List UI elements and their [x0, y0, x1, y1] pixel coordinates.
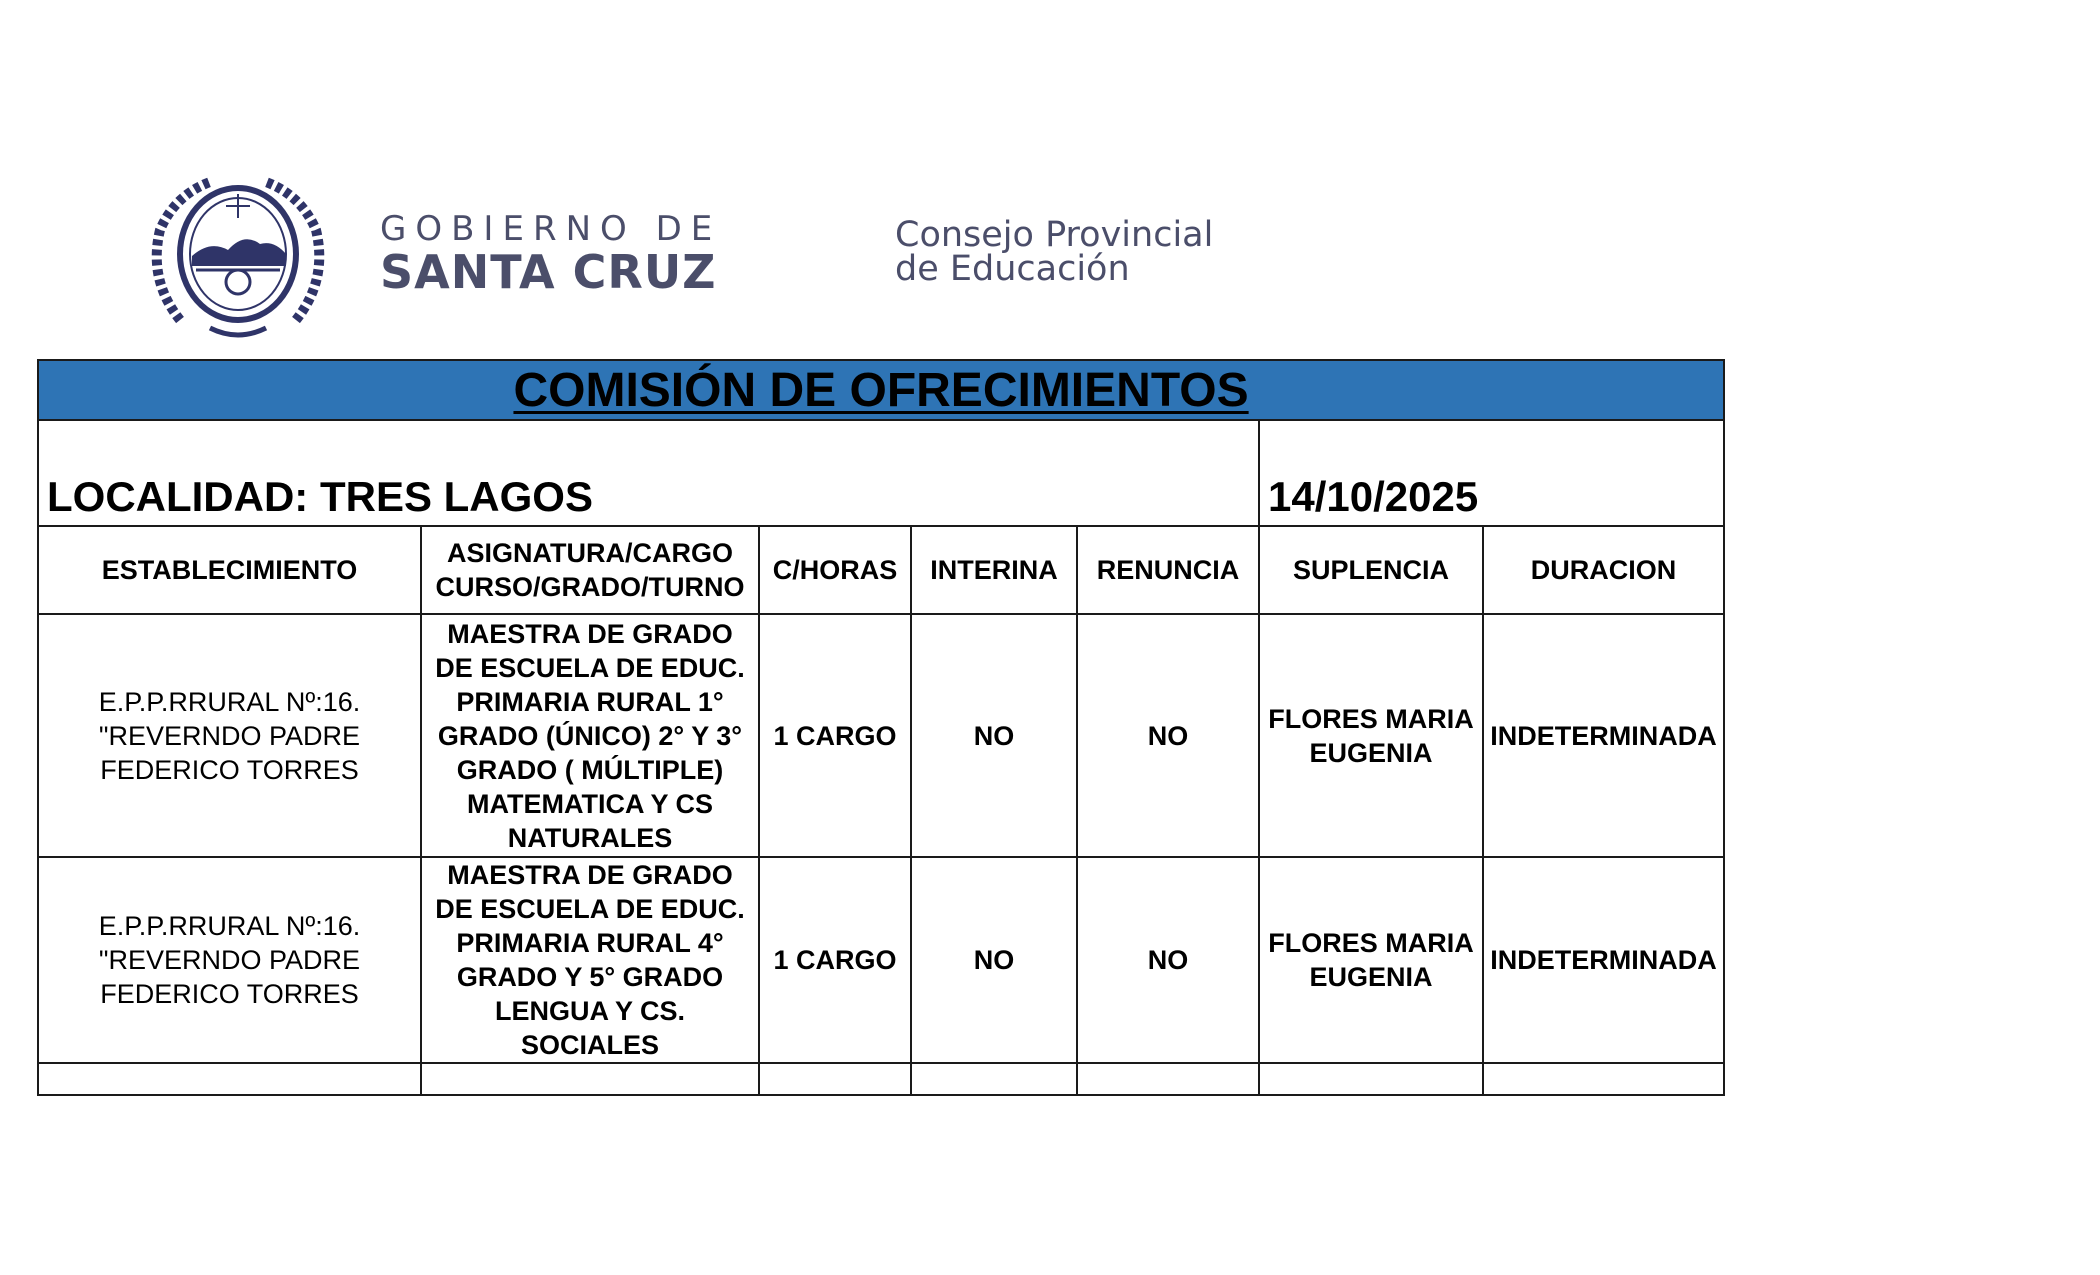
horas-cell: 1 CARGO	[759, 614, 911, 857]
header-horas: C/HORAS	[759, 526, 911, 614]
suplencia-line: EUGENIA	[1309, 737, 1433, 768]
header-asignatura-line2: CURSO/GRADO/TURNO	[435, 572, 745, 602]
locality-cell: LOCALIDAD: TRES LAGOS	[38, 420, 1259, 526]
establecimiento-line: E.P.P.RRURAL Nº:16.	[98, 911, 361, 941]
asignatura-line: DE ESCUELA DE EDUC.	[435, 652, 745, 683]
horas-cell: 1 CARGO	[759, 857, 911, 1063]
council-name-line2: de Educación	[895, 249, 1130, 289]
column-header-row	[38, 526, 1724, 614]
table-row	[38, 614, 1724, 857]
provincial-seal-icon	[140, 170, 336, 340]
document-header	[140, 170, 1340, 340]
asignatura-line: DE ESCUELA DE EDUC.	[435, 894, 745, 924]
header-interina: INTERINA	[911, 526, 1077, 614]
suplencia-line: EUGENIA	[1309, 962, 1433, 992]
council-name-line1: Consejo Provincial	[895, 215, 1214, 255]
header-renuncia: RENUNCIA	[1077, 526, 1259, 614]
empty-cell	[1077, 1063, 1259, 1095]
interina-cell: NO	[911, 614, 1077, 857]
asignatura-line: NATURALES	[507, 822, 673, 853]
title-row	[38, 360, 1724, 420]
empty-row	[38, 1063, 1724, 1095]
government-name-line2: SANTA CRUZ	[380, 245, 717, 299]
header-suplencia: SUPLENCIA	[1259, 526, 1483, 614]
interina-cell: NO	[911, 857, 1077, 1063]
government-name	[380, 209, 722, 299]
header-asignatura	[421, 526, 759, 614]
asignatura-cell	[421, 857, 759, 1063]
establecimiento-line: E.P.P.RRURAL Nº:16.	[98, 686, 361, 717]
header-establecimiento: ESTABLECIMIENTO	[38, 526, 421, 614]
empty-cell	[38, 1063, 421, 1095]
asignatura-cell	[421, 614, 759, 857]
title-cell	[38, 360, 1724, 420]
locality-row	[38, 420, 1724, 526]
suplencia-line: FLORES MARIA	[1268, 928, 1474, 958]
asignatura-line: GRADO ( MÚLTIPLE)	[456, 754, 724, 785]
header-asignatura-line1: ASIGNATURA/CARGO	[447, 538, 733, 568]
empty-cell	[911, 1063, 1077, 1095]
government-name-line1: GOBIERNO DE	[380, 209, 722, 249]
asignatura-line: MAESTRA DE GRADO	[447, 618, 733, 649]
asignatura-line: PRIMARIA RURAL 1°	[456, 686, 724, 717]
renuncia-cell: NO	[1077, 857, 1259, 1063]
renuncia-cell: NO	[1077, 614, 1259, 857]
establecimiento-line: FEDERICO TORRES	[100, 754, 359, 785]
duracion-cell: INDETERMINADA	[1483, 614, 1724, 857]
duracion-cell: INDETERMINADA	[1483, 857, 1724, 1063]
asignatura-line: SOCIALES	[520, 1030, 660, 1060]
establecimiento-cell	[38, 857, 421, 1063]
table-row	[38, 857, 1724, 1063]
sheet-title: COMISIÓN DE OFRECIMIENTOS	[513, 363, 1249, 417]
suplencia-cell	[1259, 614, 1483, 857]
header-duracion: DURACION	[1483, 526, 1724, 614]
establecimiento-line: "REVERNDO PADRE	[98, 720, 361, 751]
empty-cell	[759, 1063, 911, 1095]
asignatura-line: MAESTRA DE GRADO	[447, 860, 733, 890]
establecimiento-line: FEDERICO TORRES	[100, 979, 359, 1009]
suplencia-cell	[1259, 857, 1483, 1063]
council-name	[895, 215, 1214, 289]
asignatura-line: PRIMARIA RURAL 4°	[456, 928, 724, 958]
establecimiento-line: "REVERNDO PADRE	[98, 945, 361, 975]
date-cell: 14/10/2025	[1259, 420, 1724, 526]
empty-cell	[1259, 1063, 1483, 1095]
asignatura-line: GRADO (ÚNICO) 2° Y 3°	[437, 720, 743, 751]
establecimiento-cell	[38, 614, 421, 857]
asignatura-line: MATEMATICA Y CS	[466, 788, 713, 819]
offers-table	[37, 359, 1725, 1096]
suplencia-line: FLORES MARIA	[1268, 703, 1474, 734]
asignatura-line: LENGUA Y CS.	[494, 996, 686, 1026]
empty-cell	[1483, 1063, 1724, 1095]
asignatura-line: GRADO Y 5° GRADO	[456, 962, 724, 992]
empty-cell	[421, 1063, 759, 1095]
